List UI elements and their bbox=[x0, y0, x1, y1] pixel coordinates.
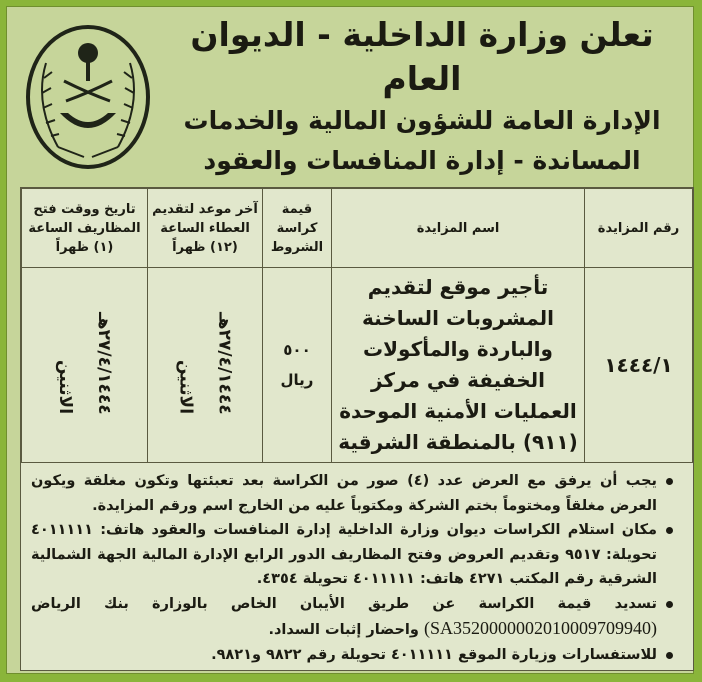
announcement-panel bbox=[6, 6, 694, 674]
auction-table-container bbox=[20, 187, 694, 671]
col-booklet-price: قيمة كراسة الشروط bbox=[263, 189, 332, 268]
auction-table bbox=[21, 188, 693, 463]
iban-number: (SA3520000002010009709940) bbox=[423, 618, 657, 638]
col-submission-deadline: آخر موعد لتقديم العطاء الساعة (١٢) ظهراً bbox=[148, 189, 263, 268]
table-row bbox=[22, 268, 693, 463]
announcement-header bbox=[157, 11, 687, 209]
saudi-emblem-icon bbox=[24, 23, 152, 171]
price-currency: ريال bbox=[280, 371, 314, 389]
table-header-row bbox=[22, 189, 693, 268]
note-item: مكان استلام الكراسات ديوان وزارة الداخلية إدارة المنافسات والعقود هاتف: ٤٠١١١١١ تحويلة: ٩٥١٧ وتقديم العروض وفتح المظاريف الدور الرابع الإدارة المالية الجهة الشمالية الشرقية رقم المكتب ٤٢٧١ هاتف: ٤٠١١١١١ تحويلة ٤٣٥٤. bbox=[31, 518, 675, 592]
header-department-line-2: المساندة - إدارة المنافسات والعقود bbox=[203, 146, 641, 175]
opening-day: الاثنين bbox=[54, 360, 75, 415]
price-amount: ٥٠٠ bbox=[283, 341, 311, 359]
notes-list bbox=[21, 463, 693, 667]
cell-submission-deadline bbox=[148, 268, 263, 463]
header-department-line-1: الإدارة العامة للشؤون المالية والخدمات bbox=[183, 106, 661, 135]
col-opening-date: تاريخ ووقت فتح المظاريف الساعة (١) ظهراً bbox=[22, 189, 148, 268]
header-ministry-title: تعلن وزارة الداخلية - الديوان العام bbox=[190, 15, 654, 98]
cell-opening-date bbox=[22, 268, 148, 463]
cell-auction-number: ١٤٤٤/١ bbox=[585, 268, 693, 463]
note-text: واحضار إثبات السداد. bbox=[268, 622, 419, 638]
note-item: يجب أن يرفق مع العرض عدد (٤) صور من الكراسة بعد تعبئتها وتكون مغلقة ويكون العرض مغلقاً ومختوماً بختم الشركة ومكتوباً عليه من الخارج اسم ورقم المزايدة. bbox=[31, 469, 675, 518]
cell-auction-name: تأجير موقع لتقديم المشروبات الساخنة والباردة والمأكولات الخفيفة في مركز العمليات الأمنية الموحدة (٩١١) بالمنطقة الشرقية bbox=[332, 268, 585, 463]
col-auction-name: اسم المزايدة bbox=[332, 189, 585, 268]
cell-booklet-price bbox=[263, 268, 332, 463]
note-item bbox=[31, 592, 675, 643]
submission-date: ٢٧/٤/١٤٤٤هـ bbox=[214, 311, 235, 415]
note-item: للاستفسارات وزيارة الموقع ٤٠١١١١١ تحويلة رقم ٩٨٢٢ و٩٨٢١. bbox=[31, 643, 675, 668]
submission-day: الاثنين bbox=[175, 360, 196, 415]
col-auction-number: رقم المزايدة bbox=[585, 189, 693, 268]
opening-date: ٢٧/٤/١٤٤٤هـ bbox=[94, 311, 115, 415]
note-text: تسديد قيمة الكراسة عن طريق الأيبان الخاص بالوزارة بنك الرياض bbox=[31, 595, 657, 612]
